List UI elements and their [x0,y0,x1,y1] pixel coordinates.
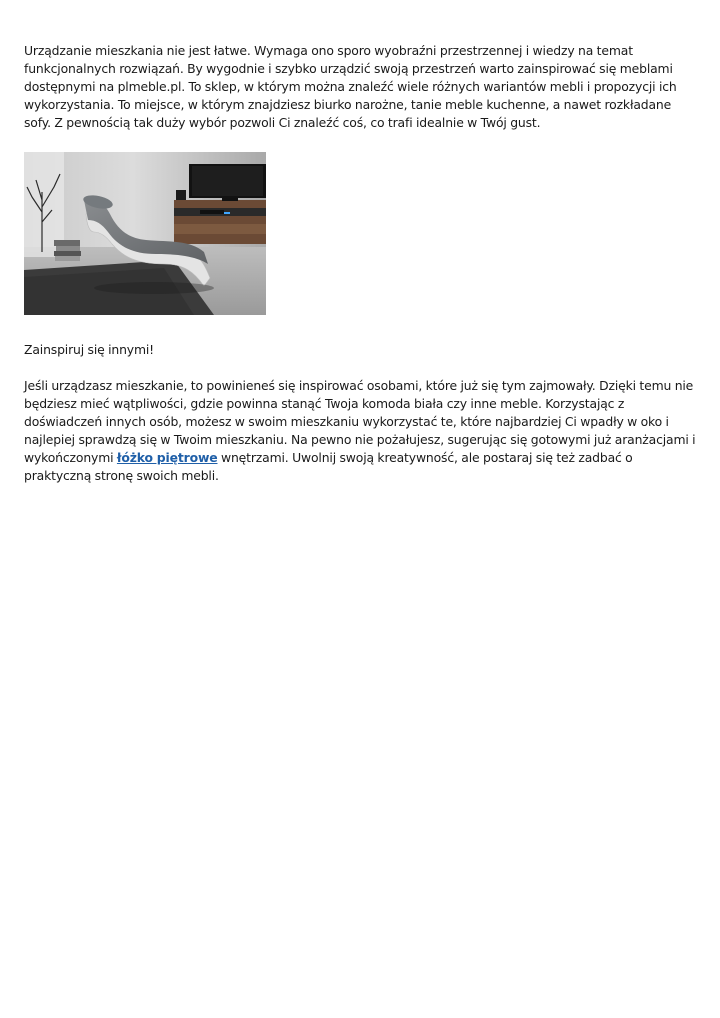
chaise-lounge-photo [24,152,266,315]
section-heading: Zainspiruj się innymi! [24,342,154,357]
document-page [24,42,696,485]
inspiration-paragraph [24,377,696,485]
bunk-bed-link[interactable]: łóżko piętrowe [116,450,218,465]
paragraph-text-after-link: wnętrzami. Uwolnij swoją kreatywność, ale postaraj się też zadbać o praktyczną stronę swoich mebli. [24,450,633,483]
intro-paragraph: Urządzanie mieszkania nie jest łatwe. Wymaga ono sporo wyobraźni przestrzennej i wiedzy na temat funkcjonalnych rozwiązań. By wygodnie i szybko urządzić swoją przestrzeń warto zainspirować się meblami dostępnymi na plmeble.pl. To sklep, w którym można znaleźć wiele różnych wariantów mebli i propozycji ich wykorzystania. To miejsce, w którym znajdziesz biurko narożne, tanie meble kuchenne, a nawet rozkładane sofy. Z pewnością tak duży wybór pozwoli Ci znaleźć coś, co trafi idealnie w Twój gust. [24,43,677,130]
paragraph-text-before-link: Jeśli urządzasz mieszkanie, to powinieneś się inspirować osobami, które już się tym zajmowały. Dzięki temu nie będziesz mieć wątpliwości, gdzie powinna stanąć Twoja komoda biała czy inne meble. Korzystając z doświadczeń innych osób, możesz w swoim mieszkaniu wykorzystać te, które najbardziej Ci wpadły w oko i najlepiej sprawdzą się w Twoim mieszkaniu. Na pewno nie pożałujesz, sugerując się gotowymi już aranżacjami i wykończonymi [24,378,696,465]
